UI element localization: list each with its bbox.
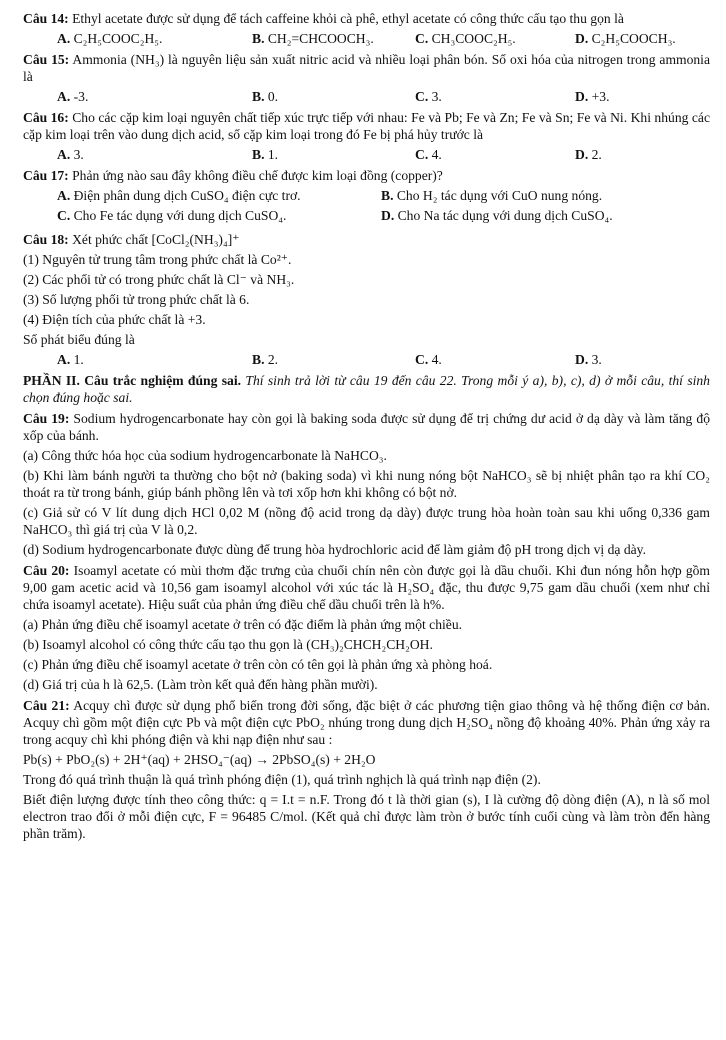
- option-text: 4.: [428, 147, 442, 162]
- question-label: Câu 15:: [23, 52, 70, 67]
- question-19: [23, 410, 710, 444]
- statement: Số phát biểu đúng là: [23, 332, 135, 347]
- question-text: Xét phức chất [CoCl₂(NH₃)₄]⁺: [68, 232, 240, 247]
- option-key: C.: [415, 352, 429, 367]
- option-text: 4.: [428, 352, 442, 367]
- statement-d: (d) Sodium hydrogencarbonate được dùng để trung hòa hydrochloric acid để làm giảm độ pH trong dịch vị dạ dày.: [23, 542, 646, 557]
- option-text: Cho H₂ tác dụng với CuO nung nóng.: [393, 188, 603, 203]
- option-key: A.: [57, 89, 71, 104]
- question-label: Câu 17:: [23, 168, 69, 183]
- option-a[interactable]: [57, 351, 252, 368]
- options-18: [57, 351, 710, 368]
- option-a[interactable]: [57, 30, 252, 47]
- option-d[interactable]: [381, 207, 721, 224]
- option-text: Cho Na tác dụng với dung dịch CuSO₄.: [394, 208, 613, 223]
- option-c[interactable]: [57, 207, 381, 224]
- question-16: [23, 109, 710, 143]
- option-key: D.: [575, 31, 589, 46]
- option-text: 2.: [264, 352, 279, 367]
- section-instruction: Thí sinh trả lời từ câu 19 đến câu 22. Trong mỗi ý a), b), c), d) ở mỗi câu, thí sinh chọn đúng hoặc sai.: [23, 373, 710, 405]
- option-text: CH₂=CHCOOCH₃.: [264, 31, 374, 46]
- option-c[interactable]: [415, 351, 575, 368]
- question-label: Câu 14:: [23, 11, 69, 26]
- option-key: A.: [57, 147, 71, 162]
- question-text: Sodium hydrogencarbonate hay còn gọi là baking soda được sử dụng để trị chứng dư acid ở dạ dày và làm tăng độ xốp của bánh.: [23, 411, 710, 443]
- option-text: +3.: [588, 89, 610, 104]
- option-key: D.: [575, 352, 589, 367]
- option-text: 3.: [428, 89, 442, 104]
- section-heading: [23, 372, 710, 406]
- option-b[interactable]: [252, 146, 415, 163]
- option-text: C₂H₅COOC₂H₅.: [70, 31, 163, 46]
- option-b[interactable]: [381, 187, 721, 204]
- question-17: [23, 167, 710, 184]
- question-label: Câu 20:: [23, 563, 70, 578]
- option-c[interactable]: [415, 146, 575, 163]
- question-text: Ethyl acetate được sử dụng để tách caffeine khỏi cà phê, ethyl acetate có công thức cấu tạo thu gọn là: [68, 11, 624, 26]
- statement: Trong đó quá trình thuận là quá trình phóng điện (1), quá trình nghịch là quá trình nạp điện (2).: [23, 772, 541, 787]
- options-14: [57, 30, 710, 47]
- question-text: Isoamyl acetate có mùi thơm đặc trưng của chuối chín nên còn được gọi là dầu chuối. Khi đun nóng hỗn hợp gồm 9,00 gam acetic acid và 10,56 gam isoamyl alcohol với xúc tác là H₂SO₄ đặc, thu được 9,75 gam dầu chuối (xem như chỉ chứa isoamyl acetate). Hiệu suất của phản ứng điều chế dầu chuối trên là h%.: [23, 563, 710, 612]
- statement: (3) Số lượng phối tử trong phức chất là 6.: [23, 292, 250, 307]
- statement: (4) Điện tích của phức chất là +3.: [23, 312, 206, 327]
- option-a[interactable]: [57, 146, 252, 163]
- option-b[interactable]: [252, 351, 415, 368]
- option-a[interactable]: [57, 187, 381, 204]
- options-15: [57, 88, 710, 105]
- option-text: Điện phân dung dịch CuSO₄ điện cực trơ.: [70, 188, 301, 203]
- option-c[interactable]: [415, 30, 575, 47]
- question-text: Cho các cặp kim loại nguyên chất tiếp xúc trực tiếp với nhau: Fe và Pb; Fe và Zn; Fe và Sn; Fe và Ni. Khi nhúng các cặp kim loại trên vào dung dịch acid, số cặp kim loại trong đó Fe bị phá hủy trước là: [23, 110, 710, 142]
- option-key: D.: [381, 208, 395, 223]
- option-key: A.: [57, 352, 71, 367]
- options-16: [57, 146, 710, 163]
- option-key: A.: [57, 31, 71, 46]
- option-key: D.: [575, 89, 589, 104]
- section-title: PHẦN II. Câu trắc nghiệm đúng sai.: [23, 373, 242, 388]
- statement-c: (c) Giả sử có V lít dung dịch HCl 0,02 M (nồng độ acid trong dạ dày) được trung hòa hoàn toàn sau khi uống 0,336 gam NaHCO₃ thì giá trị của V là 0,2.: [23, 505, 710, 537]
- option-text: 0.: [264, 89, 279, 104]
- option-text: CH₃COOC₂H₅.: [428, 31, 516, 46]
- option-text: 1.: [264, 147, 279, 162]
- statement: (1) Nguyên tử trung tâm trong phức chất là Co²⁺.: [23, 252, 292, 267]
- option-key: B.: [381, 188, 394, 203]
- option-d[interactable]: [575, 146, 726, 163]
- option-b[interactable]: [252, 88, 415, 105]
- option-text: C₂H₅COOCH₃.: [588, 31, 676, 46]
- question-15: [23, 51, 710, 85]
- question-14: [23, 10, 710, 27]
- option-key: C.: [415, 147, 429, 162]
- option-text: 1.: [70, 352, 84, 367]
- reaction-equation: Pb(s) + PbO₂(s) + 2H⁺(aq) + 2HSO₄⁻(aq) → 2PbSO₄(s) + 2H₂O: [23, 752, 376, 767]
- option-d[interactable]: [575, 88, 726, 105]
- option-key: B.: [252, 89, 265, 104]
- options-17: [57, 187, 710, 227]
- question-text: Ammonia (NH₃) là nguyên liệu sản xuất nitric acid và nhiều loại phân bón. Số oxi hóa của nitrogen trong ammonia là: [23, 52, 710, 84]
- option-text: 3.: [588, 352, 602, 367]
- option-text: 3.: [70, 147, 84, 162]
- statement: (2) Các phối tử có trong phức chất là Cl⁻ và NH₃.: [23, 272, 295, 287]
- option-key: C.: [415, 31, 429, 46]
- statement-a: (a) Công thức hóa học của sodium hydrogencarbonate là NaHCO₃.: [23, 448, 387, 463]
- option-key: D.: [575, 147, 589, 162]
- option-key: C.: [57, 208, 71, 223]
- statement-b: (b) Khi làm bánh người ta thường cho bột nở (baking soda) vì khi nung nóng bột NaHCO₃ sẽ bị nhiệt phân tạo ra khí CO₂ thoát ra từ trong bánh, giúp bánh phồng lên và tơi xốp hơn khi không có bột nở.: [23, 468, 710, 500]
- option-text: 2.: [588, 147, 602, 162]
- option-key: A.: [57, 188, 71, 203]
- option-d[interactable]: [575, 351, 726, 368]
- option-key: C.: [415, 89, 429, 104]
- statement-c: (c) Phản ứng điều chế isoamyl acetate ở trên còn có tên gọi là phản ứng xà phòng hoá.: [23, 657, 493, 672]
- statement-d: (d) Giá trị của h là 62,5. (Làm tròn kết quả đến hàng phần mười).: [23, 677, 378, 692]
- question-21: [23, 697, 710, 748]
- option-a[interactable]: [57, 88, 252, 105]
- question-label: Câu 21:: [23, 698, 70, 713]
- statement: Biết điện lượng được tính theo công thức: q = I.t = n.F. Trong đó t là thời gian (s), I là cường độ dòng điện (A), n là số mol electron trao đổi ở mỗi điện cực, F = 96485 C/mol. (Kết quả chỉ được làm tròn ở bước tính cuối cùng và làm tròn đến hàng phần trăm).: [23, 792, 710, 841]
- question-text: Phản ứng nào sau đây không điều chế được kim loại đồng (copper)?: [68, 168, 443, 183]
- option-key: B.: [252, 352, 265, 367]
- question-label: Câu 16:: [23, 110, 69, 125]
- option-c[interactable]: [415, 88, 575, 105]
- question-label: Câu 19:: [23, 411, 70, 426]
- question-label: Câu 18:: [23, 232, 69, 247]
- question-text: Acquy chì được sử dụng phổ biến trong đời sống, đặc biệt ở các phương tiện giao thông và hệ thống điện cơ bản. Acquy chì gồm một điện cực Pb và một điện cực PbO₂ nhúng trong dung dịch H₂SO₄ nồng độ khoảng 40%. Phản ứng xảy ra trong acquy chì khi phóng điện và khi nạp điện như sau :: [23, 698, 710, 747]
- question-20: [23, 562, 710, 613]
- option-text: Cho Fe tác dụng với dung dịch CuSO₄.: [70, 208, 287, 223]
- statement-b: (b) Isoamyl alcohol có công thức cấu tạo thu gọn là (CH₃)₂CHCH₂CH₂OH.: [23, 637, 433, 652]
- option-d[interactable]: [575, 30, 726, 47]
- option-key: B.: [252, 147, 265, 162]
- option-text: -3.: [70, 89, 89, 104]
- question-18: [23, 231, 710, 248]
- statement-a: (a) Phản ứng điều chế isoamyl acetate ở trên có đặc điểm là phản ứng một chiều.: [23, 617, 463, 632]
- option-key: B.: [252, 31, 265, 46]
- option-b[interactable]: [252, 30, 415, 47]
